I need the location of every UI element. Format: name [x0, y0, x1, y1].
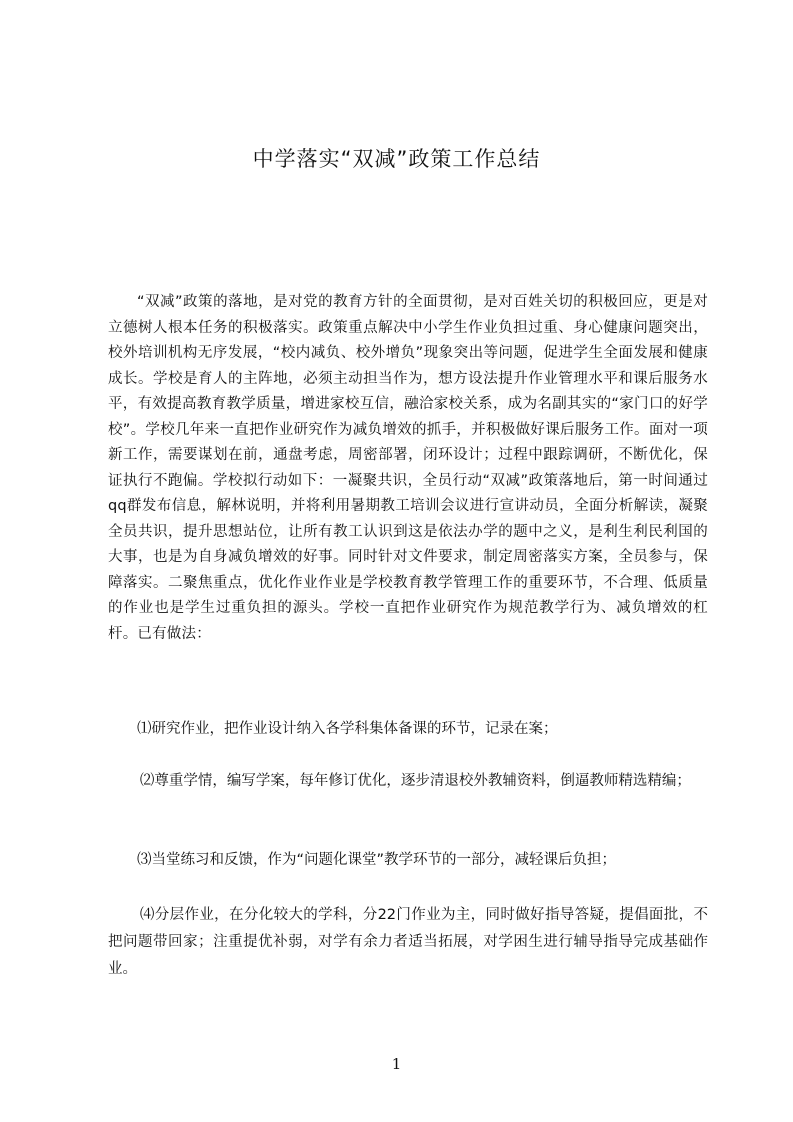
- body-paragraph: “双减”政策的落地，是对党的教育方针的全面贯彻，是对百姓关切的积极回应，更是对立德树人根本任务的积极落实。政策重点解决中小学生作业负担过重、身心健康问题突出，校外培训机构无序发展，“校内减负、校外增负”现象突出等问题，促进学生全面发展和健康成长。学校是育人的主阵地，必须主动担当作为，想方设法提升作业管理水平和课后服务水平，有效提高教育教学质量，增进家校互信，融洽家校关系，成为名副其实的“家门口的好学校”。学校几年来一直把作业研究作为减负增效的抓手，并积极做好课后服务工作。面对一项新工作，需要谋划在前，通盘考虑，周密部署，闭环设计；过程中跟踪调研，不断优化，保证执行不跑偏。学校拟行动如下：一凝聚共识，全员行动“双减”政策落地后，第一时间通过qq群发布信息，解林说明，并将利用暑期教工培训会议进行宣讲动员，全面分析解读，凝聚全员共识，提升思想站位，让所有教工认识到这是依法办学的题中之义，是利生利民利国的大事，也是为自身减负增效的好事。同时针对文件要求，制定周密落实方案，全员参与，保障落实。二聚焦重点，优化作业作业是学校教育教学管理工作的重要环节，不合理、低质量的作业也是学生过重负担的源头。学校一直把作业研究作为规范教学行为、减负增效的杠杆。已有做法：: [108, 294, 708, 642]
- list-item-1: ⑴研究作业，把作业设计纳入各学科集体备课的环节，记录在案；: [137, 721, 558, 737]
- document-title: 中学落实“双减”政策工作总结: [252, 147, 541, 171]
- list-item-2: ⑵尊重学情，编写学案，每年修订优化，逐步清退校外教辅资料，倒逼教师精选精编；: [139, 773, 691, 789]
- list-item-4: ⑷分层作业，在分化较大的学科，分22门作业为主，同时做好指导答疑，提倡面批，不把问题带回家；注重提优补弱，对学有余力者适当拓展，对学困生进行辅导指导完成基础作业。: [108, 907, 708, 977]
- list-item-3: ⑶当堂练习和反馈，作为“问题化课堂”教学环节的一部分，减轻课后负担；: [137, 852, 617, 868]
- page-number: 1: [391, 1055, 402, 1073]
